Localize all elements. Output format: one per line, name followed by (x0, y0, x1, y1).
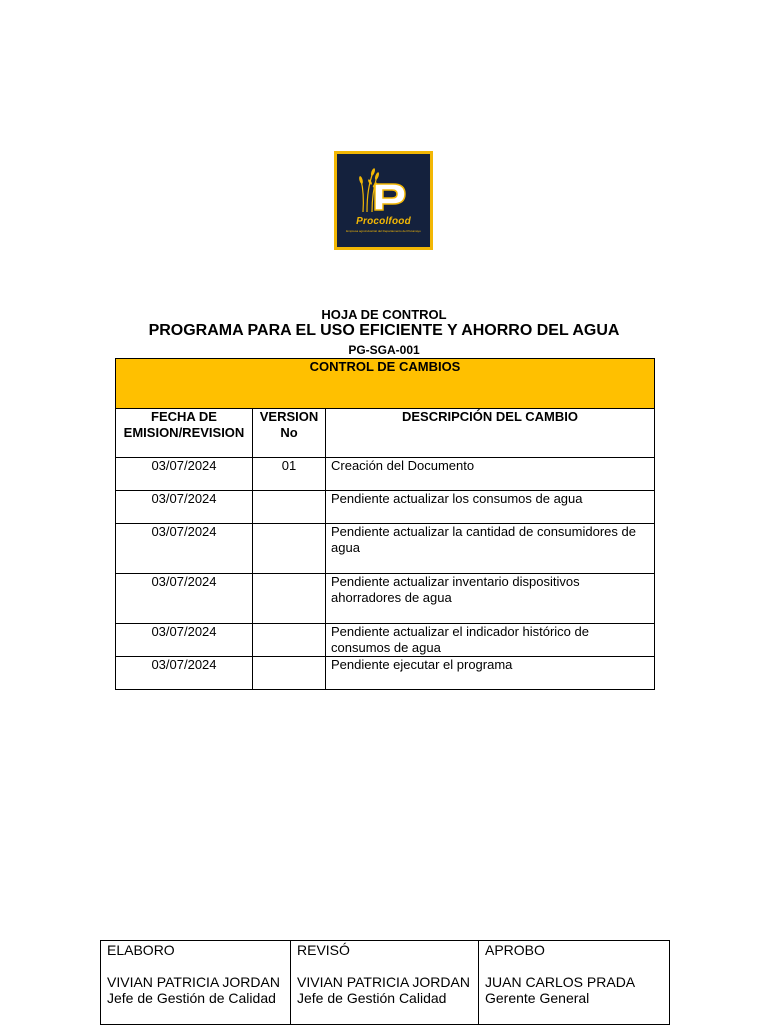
signature-name: VIVIAN PATRICIA JORDAN (107, 974, 280, 990)
row-version (253, 657, 326, 690)
signature-role: APROBO (485, 942, 545, 958)
row-description: Pendiente ejecutar el programa (326, 657, 655, 690)
table-row (116, 458, 655, 491)
logo-brand-name: Procolfood (356, 216, 411, 227)
change-control-title: CONTROL DE CAMBIOS (116, 359, 655, 409)
company-logo (334, 151, 433, 250)
logo-mark-icon (337, 154, 430, 247)
row-date: 03/07/2024 (116, 657, 253, 690)
column-header-date: FECHA DE EMISION/REVISION (116, 409, 253, 458)
signature-row (101, 941, 670, 1025)
signature-cell-elaboro (101, 941, 291, 1025)
table-row (116, 624, 655, 657)
row-date: 03/07/2024 (116, 574, 253, 624)
signature-title: Jefe de Gestión de Calidad (107, 990, 276, 1006)
row-description: Pendiente actualizar el indicador histórico de consumos de agua (326, 624, 655, 657)
row-date: 03/07/2024 (116, 491, 253, 524)
logo-tagline: Empresa agroindustrial del Departamento del Putumayo (346, 229, 421, 233)
program-title: PROGRAMA PARA EL USO EFICIENTE Y AHORRO DEL AGUA (148, 322, 620, 339)
signature-name: VIVIAN PATRICIA JORDAN (297, 974, 470, 990)
row-description: Pendiente actualizar inventario dispositivos ahorradores de agua (326, 574, 655, 624)
document-title: HOJA DE CONTROL (321, 307, 447, 322)
row-date: 03/07/2024 (116, 624, 253, 657)
row-version (253, 574, 326, 624)
row-date: 03/07/2024 (116, 524, 253, 574)
change-control-band (116, 359, 655, 409)
table-header-row (116, 409, 655, 458)
change-control-table (115, 358, 655, 690)
row-description: Pendiente actualizar la cantidad de consumidores de agua (326, 524, 655, 574)
table-row (116, 491, 655, 524)
signature-cell-reviso (291, 941, 479, 1025)
signature-name: JUAN CARLOS PRADA (485, 974, 636, 990)
document-code: PG-SGA-001 (348, 343, 420, 357)
table-row (116, 524, 655, 574)
row-version: 01 (253, 458, 326, 491)
table-row (116, 574, 655, 624)
signature-title: Gerente General (485, 990, 590, 1006)
signature-role: ELABORO (107, 942, 175, 958)
signature-title: Jefe de Gestión Calidad (297, 990, 447, 1006)
table-row (116, 657, 655, 690)
row-description: Creación del Documento (326, 458, 655, 491)
row-description: Pendiente actualizar los consumos de agua (326, 491, 655, 524)
row-version (253, 524, 326, 574)
row-version (253, 491, 326, 524)
column-header-version: VERSION No (253, 409, 326, 458)
signature-cell-aprobo (479, 941, 670, 1025)
column-header-description: DESCRIPCIÓN DEL CAMBIO (326, 409, 655, 458)
row-date: 03/07/2024 (116, 458, 253, 491)
signature-table (100, 940, 670, 1025)
signature-role: REVISÓ (297, 942, 350, 958)
row-version (253, 624, 326, 657)
